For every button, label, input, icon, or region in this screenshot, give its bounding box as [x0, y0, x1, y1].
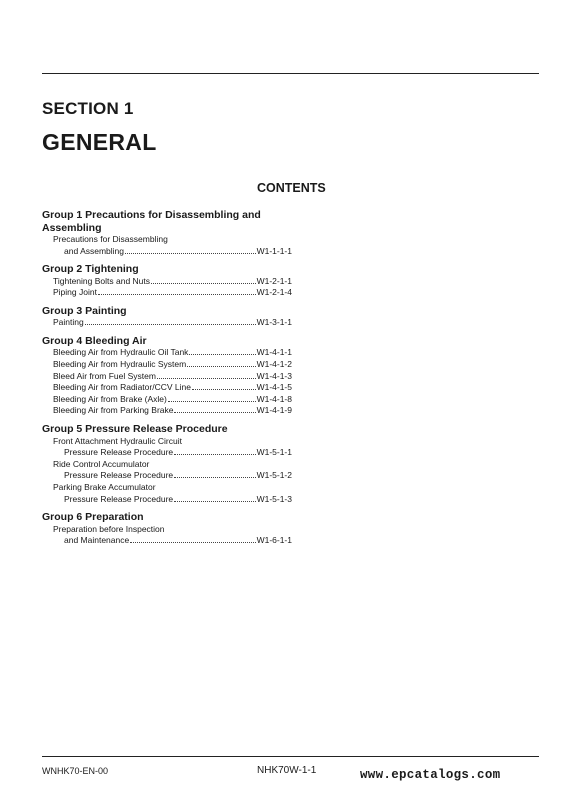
- toc-dot-leader: [187, 366, 255, 367]
- toc-entry: [42, 524, 292, 536]
- top-rule: [42, 73, 539, 74]
- toc-dot-leader: [85, 324, 256, 325]
- toc-entry: [42, 436, 292, 448]
- toc-entry: [42, 276, 292, 288]
- toc-entry-title: Front Attachment Hydraulic Circuit: [53, 435, 182, 446]
- toc-entry: [42, 470, 292, 482]
- toc-entry-page-ref: W1-6-1-1: [256, 535, 292, 546]
- toc-entry-page-ref: W1-4-1-1: [256, 347, 292, 358]
- toc-entry: [42, 246, 292, 258]
- toc-group-heading: Group 2 Tightening: [42, 263, 139, 276]
- toc-entry: [42, 382, 292, 394]
- toc-entry-title: and Assembling: [64, 245, 125, 256]
- toc-entry-title: Precautions for Disassembling: [53, 234, 168, 244]
- toc-entry-title: Tightening Bolts and Nuts: [53, 275, 151, 286]
- toc-dot-leader: [189, 354, 255, 355]
- toc-dot-leader: [174, 412, 255, 413]
- toc-group-heading: Group 6 Preparation: [42, 511, 144, 524]
- toc-entry: [42, 405, 292, 417]
- toc-entry-page-ref: W1-4-1-3: [256, 370, 292, 381]
- toc-entry-page-ref: W1-4-1-9: [256, 405, 292, 416]
- toc-entry-page-ref: W1-4-1-5: [256, 382, 292, 393]
- toc-entry: [42, 234, 292, 246]
- toc-group-heading: Group 1 Precautions for Disassembling and Assembling: [42, 209, 261, 234]
- toc-entry-title: Parking Brake Accumulator: [53, 481, 156, 492]
- toc-dot-leader: [130, 542, 255, 543]
- toc-entry-page-ref: W1-2-1-1: [256, 275, 292, 286]
- toc-entry: [42, 347, 292, 359]
- toc-entry-page-ref: W1-2-1-4: [256, 287, 292, 298]
- toc-dot-leader: [157, 378, 256, 379]
- toc-entry-page-ref: W1-5-1-3: [256, 493, 292, 504]
- section-title: GENERAL: [42, 129, 157, 155]
- toc-entry-title: Bleeding Air from Brake (Axle): [53, 393, 167, 404]
- toc-entry-page-ref: W1-3-1-1: [256, 317, 292, 328]
- toc-entry-title: Pressure Release Procedure: [64, 470, 174, 481]
- toc-entry: [42, 394, 292, 406]
- toc-dot-leader: [98, 294, 256, 295]
- toc-entry-page-ref: W1-4-1-8: [256, 393, 292, 404]
- toc-entry: [42, 371, 292, 383]
- contents-heading: CONTENTS: [257, 181, 326, 195]
- toc-entry: [42, 459, 292, 471]
- toc-entry: [42, 287, 292, 299]
- toc-entry-title: Painting: [53, 317, 84, 328]
- toc-entry: [42, 494, 292, 506]
- toc-entry-title: Bleed Air from Fuel System: [53, 370, 156, 381]
- toc-group: [42, 423, 292, 505]
- toc-entry-title: Pressure Release Procedure: [64, 447, 174, 458]
- toc-group: [42, 335, 292, 417]
- toc-entry-page-ref: W1-1-1-1: [256, 245, 292, 256]
- toc-entry-title: Bleeding Air from Radiator/CCV Line: [53, 382, 191, 393]
- toc-entry-title: Bleeding Air from Hydraulic Oil Tank: [53, 347, 189, 358]
- toc-dot-leader: [174, 477, 255, 478]
- toc-entry-title: Ride Control Accumulator: [53, 458, 150, 469]
- toc-entry-page-ref: W1-4-1-2: [256, 359, 292, 370]
- toc-group: [42, 209, 292, 257]
- toc-entry: [42, 359, 292, 371]
- bottom-rule: [42, 756, 539, 757]
- footer-page-number: NHK70W-1-1: [257, 765, 317, 776]
- toc-entry-page-ref: W1-5-1-1: [256, 447, 292, 458]
- toc-group-heading: Group 5 Pressure Release Procedure: [42, 423, 228, 436]
- footer-watermark: www.epcatalogs.com: [360, 768, 501, 782]
- toc-entry-title: Piping Joint: [53, 287, 97, 298]
- toc-dot-leader: [151, 283, 256, 284]
- toc-group-heading: Group 4 Bleeding Air: [42, 334, 147, 347]
- toc-group-heading: Group 3 Painting: [42, 304, 127, 317]
- footer-document-code: WNHK70-EN-00: [42, 766, 109, 776]
- toc-group: [42, 263, 292, 299]
- toc-entry-title: and Maintenance: [64, 535, 130, 546]
- toc-group: [42, 305, 292, 329]
- toc-dot-leader: [192, 389, 256, 390]
- toc-dot-leader: [174, 454, 255, 455]
- toc-entry-title: Bleeding Air from Parking Brake: [53, 405, 174, 416]
- toc-dot-leader: [125, 253, 256, 254]
- toc-dot-leader: [168, 401, 256, 402]
- toc-entry-title: Pressure Release Procedure: [64, 493, 174, 504]
- toc-entry-page-ref: W1-5-1-2: [256, 470, 292, 481]
- toc-dot-leader: [174, 501, 255, 502]
- toc-group: [42, 511, 292, 547]
- toc-entry: [42, 317, 292, 329]
- section-label: SECTION 1: [42, 99, 134, 118]
- table-of-contents: [42, 209, 292, 553]
- toc-entry-title: Bleeding Air from Hydraulic System: [53, 359, 187, 370]
- toc-entry: [42, 535, 292, 547]
- toc-entry: [42, 447, 292, 459]
- toc-entry-title: Preparation before Inspection: [53, 523, 165, 534]
- toc-entry: [42, 482, 292, 494]
